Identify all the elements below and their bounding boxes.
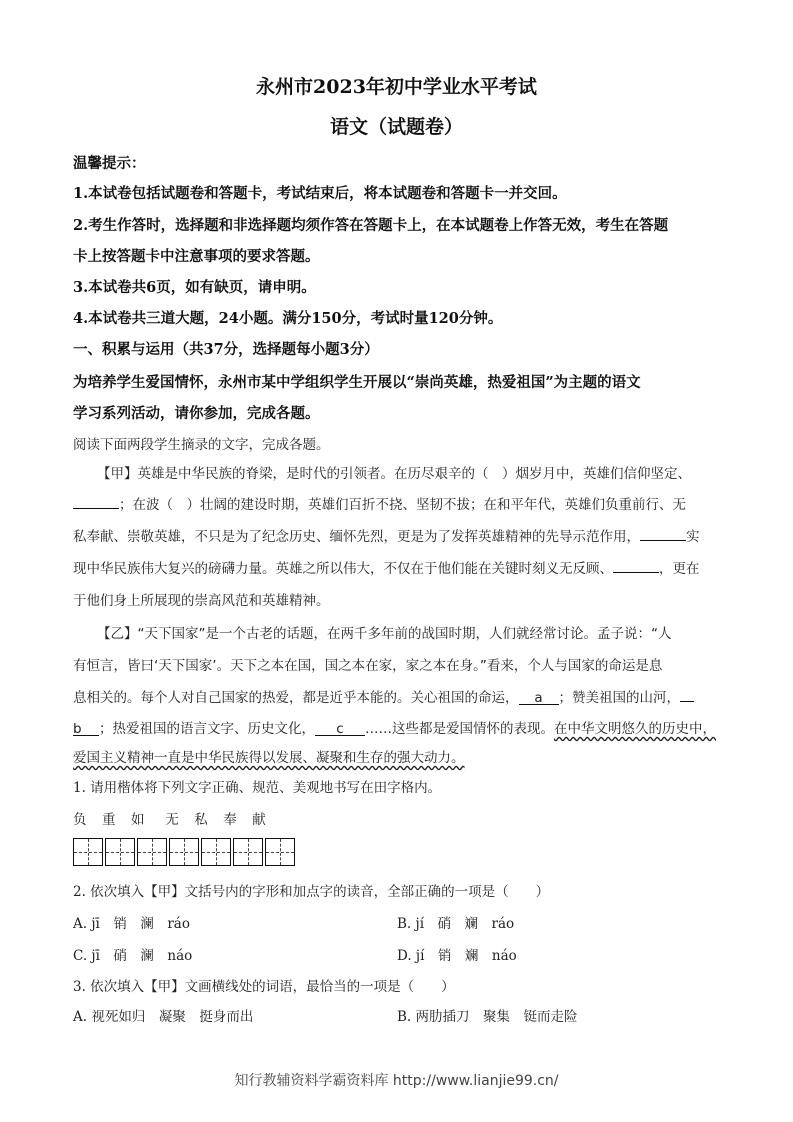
blank (73, 494, 119, 509)
passage-jia-line-3-end: 实 (686, 529, 700, 545)
notice-item-4: 4.本试卷共三道大题，24小题。满分150分，考试时量120分钟。 (73, 310, 503, 327)
underlined-sentence-cont: 爱国主义精神一直是中华民族得以发展、凝聚和生存的强大动力。 (73, 750, 465, 766)
blank-a: a (519, 690, 559, 705)
exam-title: 永州市2023年初中学业水平考试 (256, 76, 537, 98)
passage-jia-line-2-text: ；在波（ ）壮阔的建设时期，英雄们百折不挠、坚韧不拔；在和平年代，英雄们负重前行、无 (119, 497, 686, 513)
grid-cell[interactable] (137, 838, 167, 866)
q2-option-d[interactable]: D. jí 销 斓 náo (397, 948, 517, 964)
passage-jia-line-3 (73, 525, 700, 545)
blank-b: b (73, 721, 99, 736)
grid-cell[interactable] (73, 838, 103, 866)
blank (680, 687, 694, 702)
passage-yi-line-4 (73, 717, 716, 737)
section-intro-cont: 学习系列活动，请你参加，完成各题。 (73, 405, 320, 422)
notice-item-2-cont: 卡上按答题卡中注意事项的要求答题。 (73, 248, 320, 265)
passage-yi-line-1: 【乙】“天下国家”是一个古老的话题，在两千多年前的战国时期，人们就经常讨论。孟子说：“人 (97, 626, 672, 642)
passage-yi-line-3-text: 息相关的。每个人对自己国家的热爱，都是近乎本能的。关心祖国的命运， (73, 690, 519, 706)
passage-yi-line-3-end: ；赞美祖国的山河， (558, 690, 680, 706)
read-prompt: 阅读下面两段学生摘录的文字，完成各题。 (73, 437, 330, 453)
grid-cell[interactable] (201, 838, 231, 866)
passage-yi-line-3 (73, 686, 694, 706)
q2-stem: 2. 依次填入【甲】文括号内的字形和加点字的读音，全部正确的一项是（ ） (73, 884, 550, 900)
passage-jia-line-3-text: 私奉献、崇敬英雄，不只是为了纪念历史、缅怀先烈，更是为了发挥英雄精神的先导示范作用， (73, 529, 640, 545)
blank-c: c (315, 721, 365, 736)
passage-jia-line-4-end: ，更在 (659, 561, 700, 577)
q3-option-a[interactable]: A. 视死如归 凝聚 挺身而出 (73, 1009, 254, 1025)
passage-yi-line-4-text: ；热爱祖国的语言文字、历史文化， (99, 721, 315, 737)
exam-subtitle: 语文（试题卷） (329, 116, 463, 138)
notice-heading: 温馨提示： (73, 155, 146, 172)
passage-yi-line-4-mid: ……这些都是爱国情怀的表现。 (365, 721, 554, 737)
grid-cell[interactable] (233, 838, 263, 866)
passage-yi-line-5 (73, 746, 465, 766)
passage-jia-line-1: 【甲】英雄是中华民族的脊梁，是时代的引领者。在历尽艰辛的（ ）烟岁月中，英雄们信仰坚定、 (97, 466, 691, 482)
passage-jia-line-5: 于他们身上所展现的崇高风范和英雄精神。 (73, 593, 330, 609)
blank (613, 558, 659, 573)
notice-item-2: 2.考生作答时，选择题和非选择题均须作答在答题卡上，在本试题卷上作答无效，考生在答题 (73, 217, 669, 234)
passage-jia-line-4 (73, 557, 700, 577)
q1-stem: 1. 请用楷体将下列文字正确、规范、美观地书写在田字格内。 (73, 780, 442, 796)
q2-option-a[interactable]: A. jī 销 澜 ráo (73, 916, 190, 932)
blank (640, 526, 686, 541)
passage-yi-line-2: 有恒言，皆曰‘天下国家’。天下之本在国，国之本在家，家之本在身。”看来，个人与国家的命运是息 (73, 658, 663, 674)
tianzige-grid[interactable] (73, 838, 297, 866)
q3-option-b[interactable]: B. 两肋插刀 聚集 铤而走险 (397, 1009, 578, 1025)
q1-chars: 负 重 如 无 私 奉 献 (73, 812, 267, 828)
passage-jia-line-4-text: 现中华民族伟大复兴的磅礴力量。英雄之所以伟大，不仅在于他们能在关键时刻义无反顾、 (73, 561, 613, 577)
passage-jia-line-2 (73, 493, 686, 513)
q2-option-b[interactable]: B. jí 硝 斓 ráo (397, 916, 515, 932)
q3-stem: 3. 依次填入【甲】文画横线处的词语，最恰当的一项是（ ） (73, 979, 455, 995)
grid-cell[interactable] (265, 838, 295, 866)
notice-item-3: 3.本试卷共6页，如有缺页，请申明。 (73, 279, 316, 296)
section-heading: 一、积累与运用（共37分，选择题每小题3分） (73, 341, 379, 358)
grid-cell[interactable] (105, 838, 135, 866)
underlined-sentence: 在中华文明悠久的历史中， (554, 721, 716, 737)
section-intro: 为培养学生爱国情怀，永州市某中学组织学生开展以“崇尚英雄，热爱祖国”为主题的语文 (73, 374, 641, 391)
footer-watermark: 知行教辅资料学霸资料库 http://www.lianjie99.cn/ (234, 1073, 559, 1089)
notice-item-1: 1.本试卷包括试题卷和答题卡，考试结束后，将本试题卷和答题卡一并交回。 (73, 185, 567, 202)
grid-cell[interactable] (169, 838, 199, 866)
q2-option-c[interactable]: C. jī 硝 澜 náo (73, 948, 193, 964)
